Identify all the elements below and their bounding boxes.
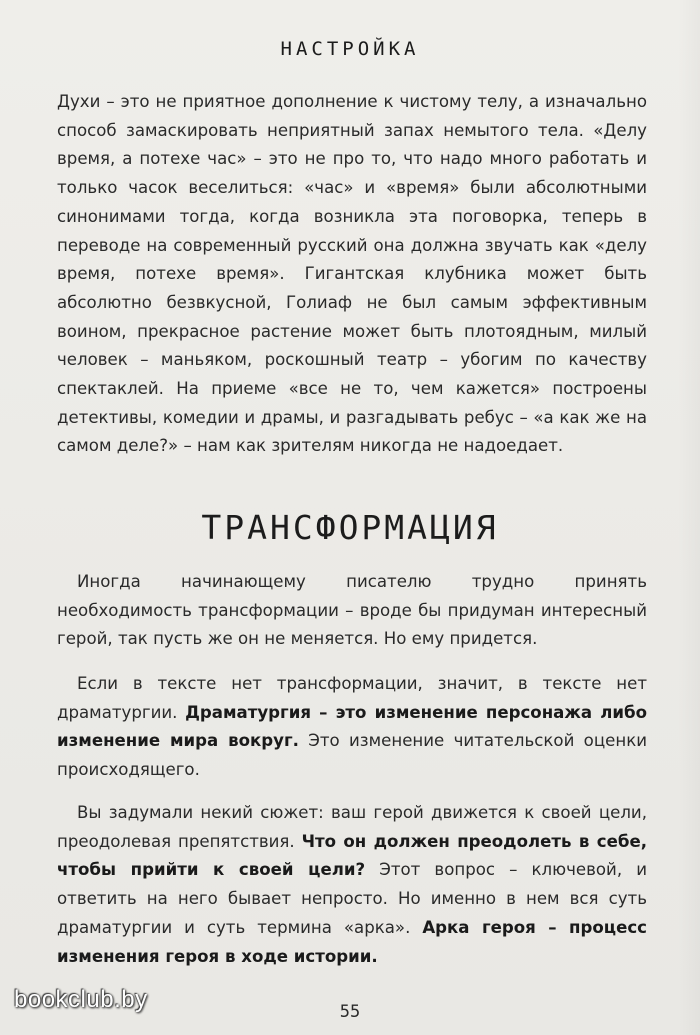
paragraph-3-bold-definition: Арка героя – процесс изменения героя в ходе истории. [57, 917, 648, 966]
watermark: bookclub.by [14, 986, 148, 1013]
section-title: ТРАНСФОРМАЦИЯ [201, 508, 499, 547]
intro-paragraph: Духи – это не приятное дополнение к чистому телу, а изначально способ замаскировать неприятный запах немытого тела. «Делу время, а потехе час» – это не про то, что надо много работать и только часок веселиться: «час» и «время» были абсолютными синонимами тогда, когда возникла эта поговорка, теперь в переводе на современный русский она должна звучать как «делу время, потехе время». Гигантская клубника может быть абсолютно безвкусной, Голиаф не был самым эффективным воином, прекрасное растение может быть плотоядным, милый человек – маньяком, роскошный театр – убогим по качеству спектаклей. На приеме «все не то, чем кажется» построены детективы, комедии и драмы, и разгадывать ребус – «а как же на самом деле?» – нам как зрителям никогда не надоедает. [57, 92, 647, 456]
paragraph-3 [57, 799, 647, 971]
paragraph-3-text: Вы задумали некий сюжет: ваш герой движется к своей цели, преодолевая препятствия. [57, 803, 647, 851]
paragraph-3-bold-question: Что он должен преодолеть в себе, чтобы прийти к своей цели? [57, 831, 647, 880]
paragraph-2-text-end: Это изменение читательской оценки происходящего. [57, 731, 647, 780]
paragraph-2-text: Если в тексте нет трансформации, значит, в тексте нет драматургии. [57, 674, 647, 722]
running-head: НАСТРОЙКА [280, 38, 420, 60]
paragraph-1: Иногда начинающему писателю трудно принять необходимость трансформации – вроде бы придуман интересный герой, так пусть же он не меняется. Но ему придется. [57, 572, 647, 649]
paragraph-2-bold: Драматургия – это изменение персонажа либо изменение мира вокруг. [57, 702, 647, 751]
paragraph-3-text-mid: Этот вопрос – ключевой, и ответить на него бывает непросто. Но именно в нем вся суть драматургии и суть термина «арка». [57, 860, 647, 937]
paragraph-2 [57, 670, 647, 785]
page-number: 55 [339, 1002, 361, 1022]
